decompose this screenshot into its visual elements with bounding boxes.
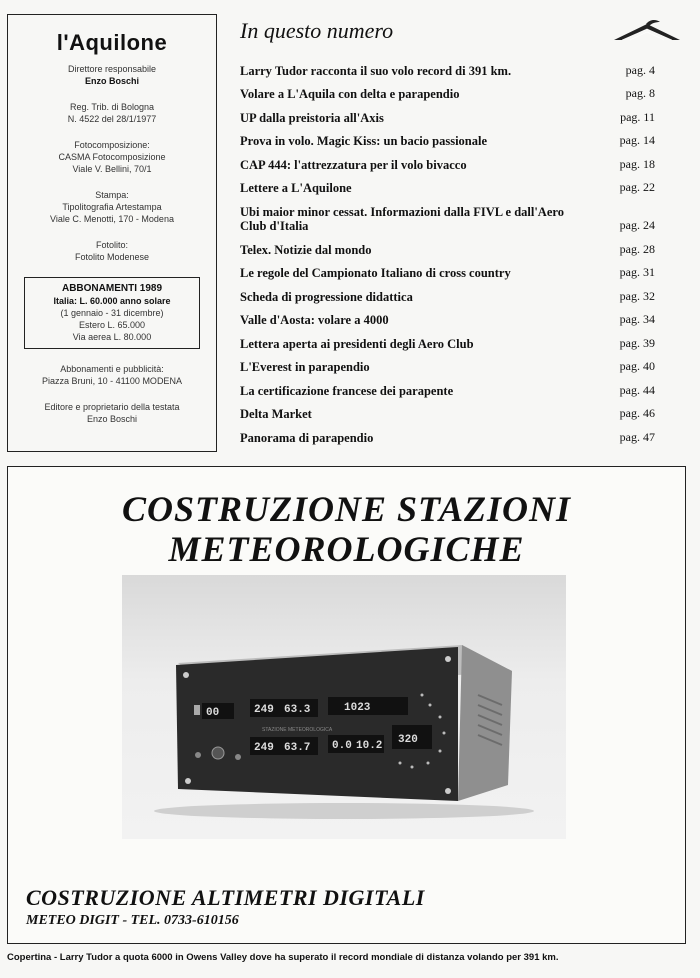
- toc-item: [240, 374, 655, 398]
- toc-item-page: pag. 11: [620, 109, 655, 124]
- toc-item: [240, 78, 655, 102]
- fotolito-label: Fotolito:: [95, 240, 128, 250]
- toc-item-title: L'Everest in parapendio: [240, 360, 370, 374]
- registration-line-1: Reg. Trib. di Bologna: [69, 102, 155, 112]
- display-digits-1: 00: [206, 707, 220, 719]
- toc-item: [240, 233, 655, 257]
- editor-name: Enzo Boschi: [86, 414, 138, 424]
- fotocomp-label: Fotocomposizione:: [74, 140, 150, 150]
- display-digits-8: 10.2: [356, 740, 383, 752]
- toc-item-title: Volare a L'Aquila con delta e parapendio: [240, 87, 460, 101]
- toc-item-page: pag. 39: [619, 335, 655, 350]
- display-digits-3: 63.3: [284, 704, 311, 716]
- stampa-name: Tipolitografia Artestampa: [62, 202, 162, 212]
- director-name: Enzo Boschi: [84, 76, 139, 86]
- toc-item-title: Lettera aperta ai presidenti degli Aero Club: [240, 336, 474, 351]
- cover-caption: Copertina - Larry Tudor a quota 6000 in Owens Valley dove ha superato il record mondiale di distanza volando per 391 km.: [7, 952, 559, 963]
- stampa-label: Stampa:: [95, 190, 129, 200]
- toc-item-page: pag. 18: [619, 156, 655, 171]
- toc-item-page: pag. 46: [619, 406, 655, 420]
- toc-item-page: pag. 28: [619, 241, 655, 256]
- toc-item: [240, 280, 655, 304]
- toc-item: [240, 327, 655, 351]
- toc-item-title: Lettere a L'Aquilone: [240, 181, 352, 195]
- stampa-address: Viale C. Menotti, 170 - Modena: [50, 214, 174, 224]
- toc-item-title: CAP 444: l'attrezzatura per il volo bivacco: [240, 157, 467, 172]
- editor-label: Editore e proprietario della testata: [44, 402, 180, 412]
- ad-footer-line-1: COSTRUZIONE ALTIMETRI DIGITALI: [26, 885, 425, 910]
- advertising-block: [8, 363, 216, 387]
- toc-item: [240, 421, 655, 445]
- fotolito-block: [8, 239, 216, 263]
- toc-heading: In questo numero: [240, 18, 394, 43]
- ad-headline-line-1: COSTRUZIONE STAZIONI: [121, 489, 572, 529]
- toc-item: [240, 148, 655, 172]
- registration-line-2: N. 4522 del 28/1/1977: [67, 114, 157, 124]
- table-of-contents: [240, 54, 655, 445]
- display-digits-2: 249: [254, 704, 274, 716]
- editor-block: [8, 401, 216, 425]
- toc-item-title: UP dalla preistoria all'Axis: [240, 110, 384, 125]
- toc-item: [240, 257, 655, 281]
- stampa-block: [8, 189, 216, 225]
- subscription-period: (1 gennaio - 31 dicembre): [60, 308, 164, 318]
- toc-item-page: pag. 8: [625, 86, 655, 100]
- toc-item-page: pag. 44: [619, 382, 655, 397]
- toc-item-title: Prova in volo. Magic Kiss: un bacio passionale: [240, 134, 488, 148]
- display-digits-9: 320: [398, 734, 418, 746]
- toc-item-page: pag. 22: [619, 180, 655, 194]
- ad-headline: [8, 489, 685, 569]
- toc-item-title: La certificazione francese dei parapente: [240, 383, 454, 398]
- toc-item-page: pag. 34: [619, 312, 655, 326]
- advertisement-box: [7, 466, 686, 944]
- subscription-via-aerea: Via aerea L. 80.000: [72, 332, 152, 342]
- toc-item-title: Larry Tudor racconta il suo volo record di 391 km.: [240, 63, 512, 78]
- toc-item: [240, 195, 655, 233]
- toc-item-title: Le regole del Campionato Italiano di cross country: [240, 266, 511, 280]
- subscriptions-title: ABBONAMENTI 1989: [61, 283, 163, 294]
- toc-item-title: Scheda di progressione didattica: [240, 289, 413, 304]
- toc-item-page: pag. 14: [619, 133, 655, 147]
- toc-item-page: pag. 32: [619, 288, 655, 303]
- display-digits-5: 249: [254, 742, 274, 754]
- toc-item-page: pag. 40: [619, 359, 655, 373]
- toc-item-title: Valle d'Aosta: volare a 4000: [240, 313, 389, 327]
- toc-item: [240, 304, 655, 328]
- subscriptions-box: [24, 277, 200, 349]
- display-digits-7: 0.0: [332, 740, 352, 752]
- toc-item: [240, 125, 655, 149]
- advertising-label: Abbonamenti e pubblicità:: [60, 364, 164, 374]
- toc-item: [240, 398, 655, 422]
- fotocomp-name: CASMA Fotocomposizione: [58, 152, 166, 162]
- fotolito-name: Fotolito Modenese: [74, 252, 150, 262]
- toc-item-title: Telex. Notizie dal mondo: [240, 242, 372, 257]
- toc-item: [240, 351, 655, 375]
- registration-block: [8, 101, 216, 125]
- toc-item: [240, 101, 655, 125]
- bird-logo-icon: [612, 18, 682, 44]
- masthead-box: [7, 14, 217, 452]
- ad-headline-line-2: METEOROLOGICHE: [168, 529, 525, 569]
- director-block: [8, 63, 216, 87]
- toc-item: [240, 172, 655, 196]
- advertising-address: Piazza Bruni, 10 - 41100 MODENA: [42, 376, 182, 386]
- toc-item-page: pag. 31: [619, 265, 655, 279]
- display-digits-4: 1023: [344, 702, 371, 714]
- magazine-logo: l'Aquilone: [56, 30, 168, 55]
- subscription-italia: Italia: L. 60.000 anno solare: [53, 296, 171, 306]
- ad-footer-line-2: METEO DIGIT - TEL. 0733-610156: [26, 913, 239, 928]
- director-label: Direttore responsabile: [67, 64, 157, 74]
- fotocomp-address: Viale V. Bellini, 70/1: [72, 164, 152, 174]
- toc-item-page: pag. 24: [619, 218, 655, 232]
- toc-item-title: Ubi maior minor cessat. Informazioni dalla FIVL e dall'Aero Club d'Italia: [240, 205, 564, 233]
- toc-item-page: pag. 47: [619, 429, 655, 444]
- weather-station-photo: [122, 575, 566, 839]
- toc-item-title: Delta Market: [240, 407, 312, 421]
- toc-item-page: pag. 4: [625, 62, 655, 77]
- toc-item-title: Panorama di parapendio: [240, 430, 374, 445]
- weather-station-device-image: [122, 575, 566, 839]
- subscription-estero: Estero L. 65.000: [78, 320, 146, 330]
- toc-item: [240, 54, 655, 78]
- fotocomposizione-block: [8, 139, 216, 175]
- panel-label: STAZIONE METEOROLOGICA: [262, 727, 333, 733]
- display-digits-6: 63.7: [284, 742, 311, 754]
